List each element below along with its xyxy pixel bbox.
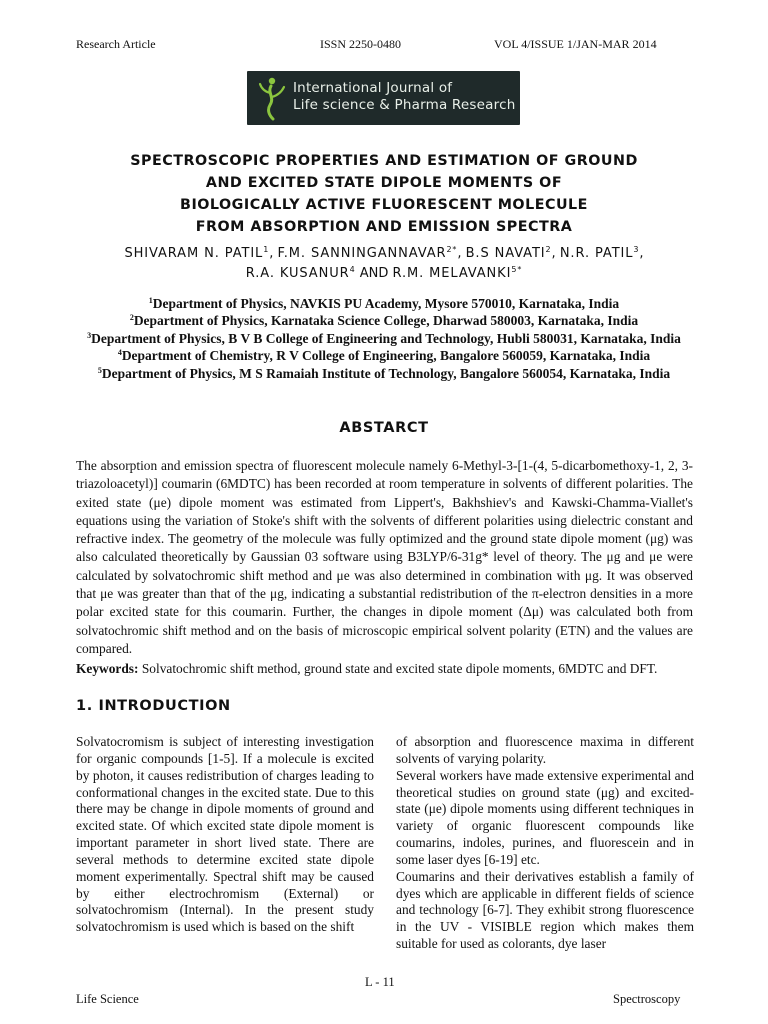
affiliation-list [70, 295, 698, 382]
affiliation-text: Department of Chemistry, R V College of Engineering, Bangalore 560059, Karnataka, India [121, 348, 651, 364]
title-line: SPECTROSCOPIC PROPERTIES AND ESTIMATION OF GROUND [130, 153, 638, 169]
author-separator: , [457, 246, 466, 261]
affiliation-item [70, 312, 698, 329]
keywords-text: Solvatochromic shift method, ground state and excited state dipole moments, 6MDTC and DFT. [138, 661, 658, 676]
abstract-body: The absorption and emission spectra of fluorescent molecule namely 6-Methyl-3-[1-(4, 5-dicarbomethoxy-1, 2, 3-triazoloacetyl)] coumarin (6MDTC) has been recorded at room temperature in solvents of different polarities. The exited state (μe) dipole moment was estimated from Lippert's, Bakhshiev's and Kawski-Chamma-Viallet's equations using the variation of Stoke's shift with the solvents of different polarities using dielectric constant and refractive index. The geometry of the molecule was fully optimized and the ground state dipole moment (μg) was also calculated theoretically by Gaussian 03 software using B3LYP/6-31g* level of theory. The μg and μe were calculated by solvatochromic shift method and μe was also determined in combination with μg. It was observed that μe was greater than that of the μg, indicating a substantial redistribution of the π-electron densities in a more polar excited state for this coumarin. Further, the changes in dipole moment (Δμ) was calculated both from solvatochromic shift method and on the basis of microscopic empirical solvent polarity (ETN) and the values are compared. [76, 458, 693, 656]
author-name: B.S NAVATI [465, 246, 546, 261]
leaf-figure-icon [257, 75, 287, 121]
intro-column-right [396, 734, 694, 953]
author-separator: AND [355, 266, 393, 281]
paper-title [60, 150, 708, 238]
affiliation-number: 1 [148, 296, 153, 305]
journal-logo [247, 71, 520, 125]
author-affiliation-mark: 2* [446, 245, 458, 254]
running-header-volume: VOL 4/ISSUE 1/JAN-MAR 2014 [494, 37, 657, 51]
keywords [76, 660, 693, 678]
author-name: R.A. KUSANUR [245, 266, 350, 281]
page-number: L - 11 [365, 975, 395, 989]
affiliation-text: Department of Physics, M S Ramaiah Institute of Technology, Bangalore 560054, Karnataka, India [101, 365, 671, 381]
paragraph: Several workers have made extensive experimental and theoretical studies on ground state (μg) and excited-state (μe) dipole moments using different techniques in variety of organic fluorescent compounds like coumarins, indoles, purines, and fluorescein and in some laser dyes [6-19] etc. [396, 767, 694, 867]
affiliation-number: 2 [129, 313, 134, 323]
affiliation-text: Department of Physics, Karnataka Science College, Dharwad 580003, Karnataka, India [133, 313, 639, 329]
author-name: R.M. MELAVANKI [392, 266, 512, 281]
author-separator: , [269, 246, 278, 261]
footer-left: Life Science [76, 992, 139, 1006]
affiliation-number: 3 [87, 330, 92, 340]
title-line: AND EXCITED STATE DIPOLE MOMENTS OF [205, 175, 563, 191]
title-line: FROM ABSORPTION AND EMISSION SPECTRA [195, 219, 573, 235]
affiliation-number: 4 [117, 348, 122, 358]
author-affiliation-mark: 3 [633, 245, 640, 254]
keywords-label: Keywords: [76, 661, 139, 676]
running-header-left: Research Article [76, 37, 156, 51]
affiliation-item [70, 330, 698, 347]
author-list [40, 244, 728, 284]
logo-line-2: Life science & Pharma Research [293, 97, 516, 113]
affiliation-item [70, 295, 698, 312]
author-affiliation-mark: 4 [349, 265, 356, 274]
author-affiliation-mark: 1 [263, 245, 270, 254]
paragraph: Coumarins and their derivatives establish a family of dyes which are applicable in different fields of science and technology [6-7]. They exhibit strong fluorescence in the UV - VISIBLE region which makes them suitable for used as colorants, dye laser [396, 868, 694, 952]
footer-right: Spectroscopy [613, 992, 681, 1006]
title-line: BIOLOGICALLY ACTIVE FLUORESCENT MOLECULE [180, 197, 588, 213]
affiliation-text: Department of Physics, B V B College of Engineering and Technology, Hubli 580031, Karnataka, India [91, 330, 681, 346]
section-heading-introduction: 1. INTRODUCTION [76, 698, 231, 714]
author-name: N.R. PATIL [559, 246, 634, 261]
affiliation-item [70, 365, 698, 382]
paragraph: Solvatocromism is subject of interesting investigation for organic compounds [1-5]. If a molecule is excited by photon, it causes redistribution of charges leading to conformational changes in the excited state. Due to this there may be change in dipole moments of ground and excited state. Of which excited state dipole moment is important parameter in short lived state. There are several methods to determine excited state dipole moment experimentally. Spectral shift may be caused by either electrochromism (External) or solvatochromism (Internal). In the present study solvatochromism is used which is based on the shift [76, 734, 374, 935]
author-separator: , [551, 246, 560, 261]
author-name: SHIVARAM N. PATIL [124, 246, 264, 261]
affiliation-text: Department of Physics, NAVKIS PU Academy, Mysore 570010, Karnataka, India [152, 296, 620, 311]
abstract-heading: ABSTARCT [339, 420, 429, 436]
affiliation-number: 5 [97, 365, 102, 375]
affiliation-item [70, 347, 698, 364]
logo-line-1: International Journal of [293, 80, 453, 96]
author-separator: , [639, 246, 644, 261]
author-affiliation-mark: 2 [545, 245, 552, 254]
paragraph: of absorption and fluorescence maxima in different solvents of varying polarity. [396, 734, 694, 766]
intro-column-left [76, 734, 374, 936]
running-header-issn: ISSN 2250-0480 [320, 37, 402, 51]
author-affiliation-mark: 5* [511, 265, 523, 274]
author-name: F.M. SANNINGANNAVAR [277, 246, 447, 261]
